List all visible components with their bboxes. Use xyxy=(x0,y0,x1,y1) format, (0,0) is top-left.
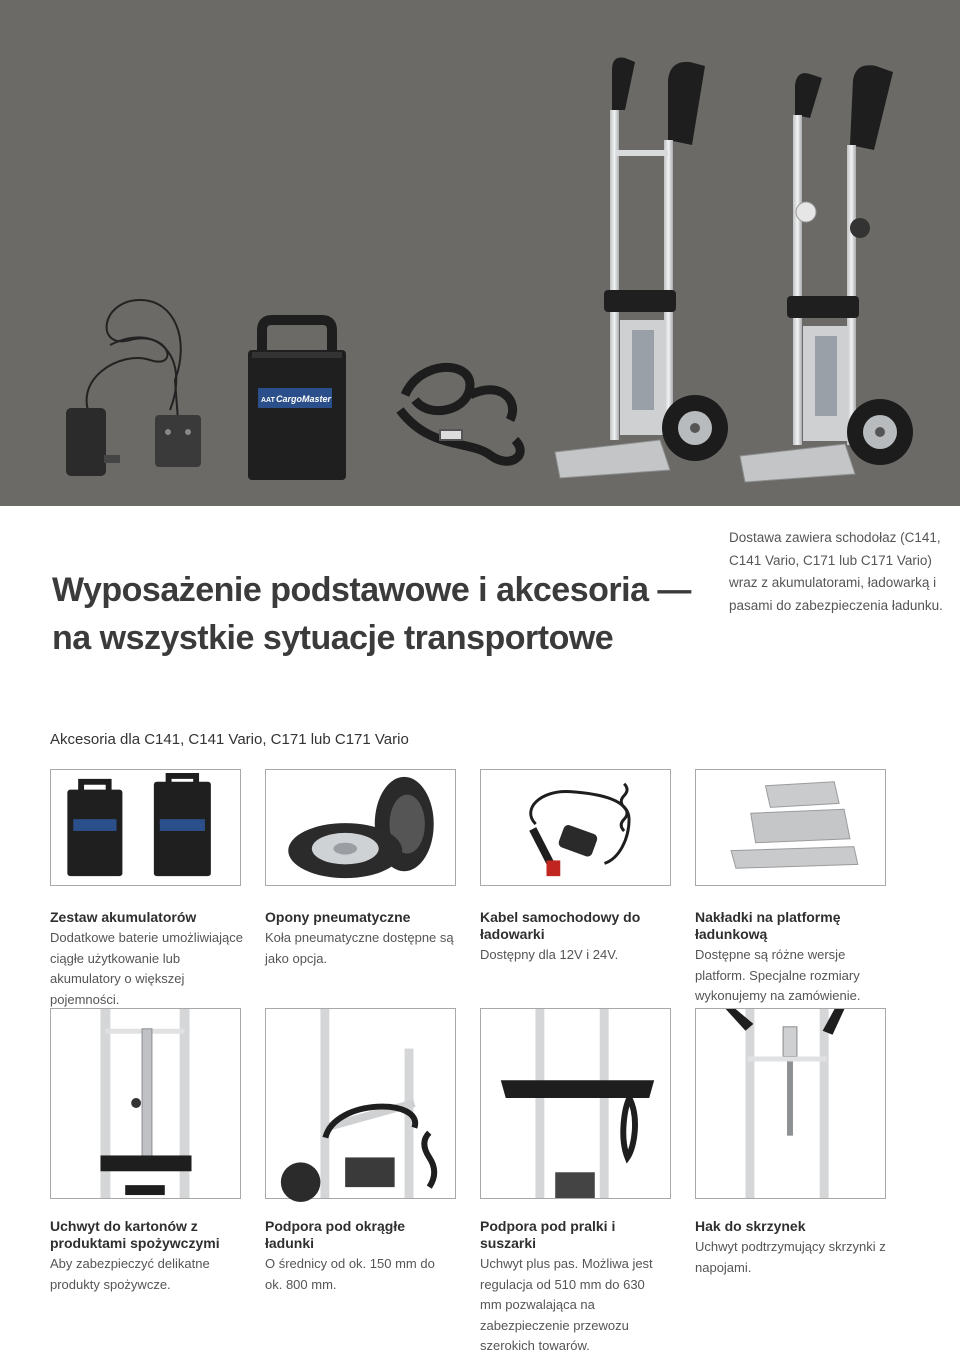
platform-plates-image xyxy=(695,769,886,886)
accessory-7 xyxy=(480,1218,665,1357)
hero-photo xyxy=(0,0,960,506)
accessory-8-text: Uchwyt podtrzymujący skrzynki z napojami. xyxy=(695,1239,886,1275)
crate-hook-image xyxy=(695,1008,886,1199)
accessory-1-text: Dodatkowe baterie umożliwiające ciągłe użytkowanie lub akumulatory o większej pojemności. xyxy=(50,930,243,1007)
accessory-8 xyxy=(695,1218,890,1278)
accessory-2-title: Opony pneumatyczne xyxy=(265,909,411,925)
accessory-3-text: Dostępny dla 12V i 24V. xyxy=(480,947,619,962)
accessory-6-text: O średnicy od ok. 150 mm do ok. 800 mm. xyxy=(265,1256,435,1292)
accessory-2-text: Koła pneumatyczne dostępne są jako opcja. xyxy=(265,930,454,966)
straps-image xyxy=(400,367,520,461)
carton-holder-image xyxy=(50,1008,241,1199)
accessory-5-text: Aby zabezpieczyć delikatne produkty spożywcze. xyxy=(50,1256,210,1292)
stair-climber-image-1 xyxy=(555,58,728,479)
battery-logo-prefix: AAT xyxy=(261,397,275,404)
car-charger-cable-image xyxy=(480,769,671,886)
accessories-section-title: Akcesoria dla C141, C141 Vario, C171 lub C171 Vario xyxy=(50,731,409,748)
charger-image xyxy=(66,300,201,476)
accessory-4-title: Nakładki na platformę ładunkową xyxy=(695,909,841,942)
accessory-1-title: Zestaw akumulatorów xyxy=(50,909,197,925)
accessory-4-text: Dostępne są różne wersje platform. Specjalne rozmiary wykonujemy na zamówienie. xyxy=(695,947,861,1003)
accessory-6-title: Podpora pod okrągłe ładunki xyxy=(265,1218,406,1251)
washer-support-image xyxy=(480,1008,671,1199)
accessory-7-text: Uchwyt plus pas. Możliwa jest regulacja od 510 mm do 630 mm pozwalająca na zabezpieczenie przewozu szerokich towarów. xyxy=(480,1256,653,1353)
intro-text: Dostawa zawiera schodołaz (C141, C141 Vario, C171 lub C171 Vario) wraz z akumulatorami, ładowarką i pasami do zabezpieczenia ładunku. xyxy=(729,530,943,613)
stair-climber-image-2 xyxy=(740,65,913,482)
accessory-8-title: Hak do skrzynek xyxy=(695,1218,806,1234)
accessory-5 xyxy=(50,1218,245,1295)
battery-image xyxy=(248,320,346,480)
page-title-line-1: Wyposażenie podstawowe i akcesoria — xyxy=(52,571,691,609)
round-load-support-image xyxy=(265,1008,456,1199)
accessory-2 xyxy=(265,909,465,969)
accessory-5-title: Uchwyt do kartonów z produktami spożywczymi xyxy=(50,1218,220,1251)
battery-set-image xyxy=(50,769,241,886)
page-title xyxy=(52,566,692,662)
accessory-6 xyxy=(265,1218,450,1295)
page-title-line-2: na wszystkie sytuacje transportowe xyxy=(52,619,614,657)
pneumatic-tyres-image xyxy=(265,769,456,886)
accessory-3 xyxy=(480,909,660,966)
battery-logo-brand: CargoMaster xyxy=(276,394,332,404)
accessory-3-title: Kabel samochodowy do ładowarki xyxy=(480,909,641,942)
accessory-7-title: Podpora pod pralki i suszarki xyxy=(480,1218,616,1251)
accessory-4 xyxy=(695,909,890,1007)
accessory-1 xyxy=(50,909,250,1010)
